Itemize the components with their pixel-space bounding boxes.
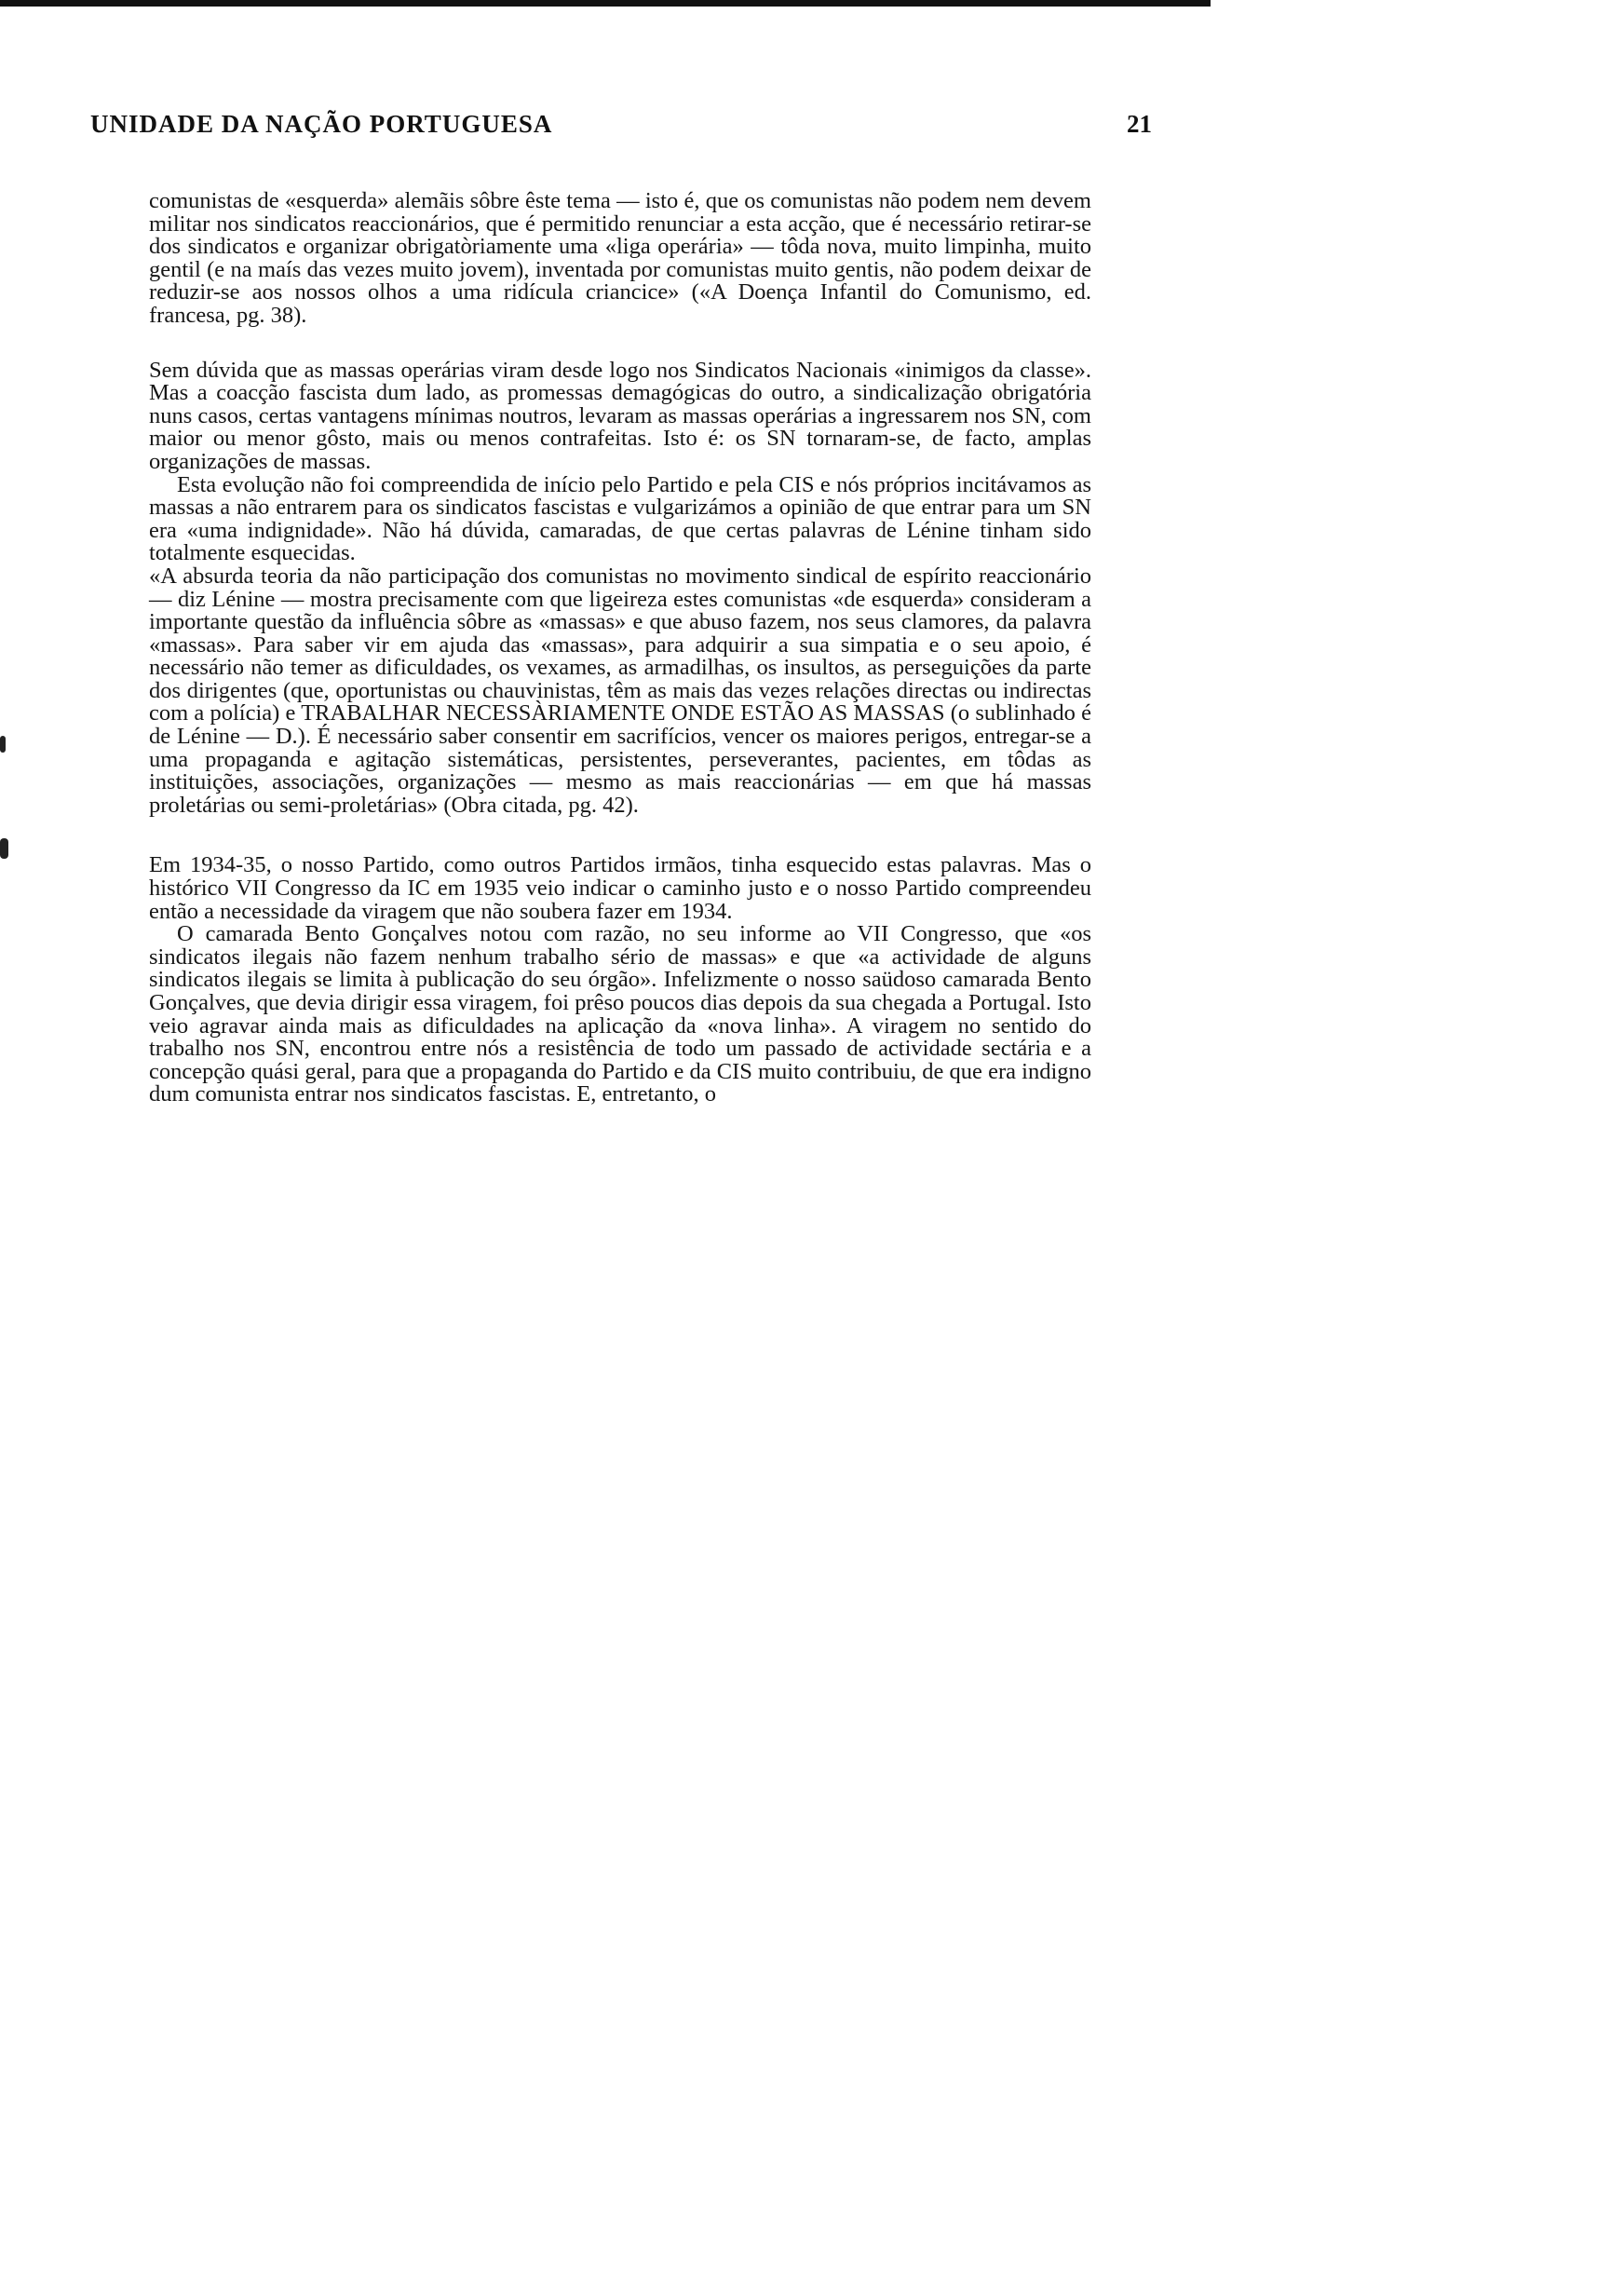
scan-speck-mark — [0, 838, 8, 859]
block-quote: «A absurda teoria da não participação dos comunistas no movimento sindical de espírito reaccionário — diz Lénine — mostra precisamente com que ligeireza estes comunistas «de esquerda» consideram a importante questão da influência sôbre as «massas» e que abuso fazem, nos seus clamores, da palavra «massas». Para saber vir em ajuda das «massas», para adquirir a sua simpatia e o seu apoio, é necessário não temer as dificuldades, os vexames, as armadilhas, os insultos, as perseguições da parte dos dirigentes (que, oportunistas ou chauvinistas, têm as mais das vezes relações directas ou indirectas com a polícia) e TRABALHAR NECESSÀRIAMENTE ONDE ESTÃO AS MASSAS (o sublinhado é de Lénine — D.). É necessário saber consentir em sacrifícios, vencer os maiores perigos, entregar-se a uma propaganda e agitação sistemáticas, persistentes, perseverantes, pacientes, em tôdas as instituições, associações, organizações — mesmo as mais reaccionárias — em que há massas proletárias ou semi-proletárias» (Obra citada, pg. 42). — [149, 563, 1091, 818]
running-head — [90, 110, 1152, 147]
page-body — [149, 190, 1091, 1107]
paragraph-1: Sem dúvida que as massas operárias viram desde logo nos Sindicatos Nacionais «inimigos da classe». Mas a coacção fascista dum lado, as promessas demagógicas do outro, a sindicalização obrigatória nuns casos, certas vantagens mínimas noutros, levaram as massas operárias a ingressarem nos SN, com maior ou menor gôsto, mais ou menos contrafeitas. Isto é: os SN tornaram-se, de facto, amplas organizações de massas. — [149, 357, 1091, 474]
scan-speck-mark — [0, 736, 6, 753]
quote-continuation: comunistas de «esquerda» alemãis sôbre êste tema — isto é, que os comunistas não podem nem devem militar nos sindicatos reaccionários, que é permitido renunciar a esta acção, que é necessário retirar-se dos sindicatos e organizar obrigatòriamente uma «liga operária» — tôda nova, muito limpinha, muito gentil (e na maís das vezes muito jovem), inventada por comunistas muito gentis, não podem deixar de reduzir-se aos nossos olhos a uma ridícula criancice» («A Doença Infantil do Comunismo, ed. francesa, pg. 38). — [149, 188, 1091, 328]
paragraph-2: Esta evolução não foi compreendida de início pelo Partido e pela CIS e nós próprios incitávamos as massas a não entrarem para os sindicatos fascistas e vulgarizámos a opinião de que entrar para um SN era «uma indignidade». Não há dúvida, camaradas, de que certas palavras de Lénine tinham sido totalmente esquecidas. — [149, 471, 1091, 566]
page-number: 21 — [1127, 110, 1152, 138]
scan-top-border — [0, 0, 1211, 7]
paragraph-3: Em 1934-35, o nosso Partido, como outros Partidos irmãos, tinha esquecido estas palavras. Mas o histórico VII Congresso da IC em 1935 veio indicar o caminho justo e o nosso Partido compreendeu então a necessidade da viragem que não soubera fazer em 1934. — [149, 852, 1091, 924]
running-title: UNIDADE DA NAÇÃO PORTUGUESA — [90, 110, 553, 138]
paragraph-4: O camarada Bento Gonçalves notou com razão, no seu informe ao VII Congresso, que «os sindicatos ilegais não fazem nenhum trabalho sério de massas» e que «a actividade de alguns sindicatos ilegais se limita à publicação do seu órgão». Infelizmente o nosso saüdoso camarada Bento Gonçalves, que devia dirigir essa viragem, foi prêso poucos dias depois da sua chegada a Portugal. Isto veio agravar ainda mais as dificuldades na aplicação da «nova linha». A viragem no sentido do trabalho nos SN, encontrou entre nós a resistência de todo um passado de actividade sectária e a concepção quási geral, para que a propaganda do Partido e da CIS muito contribuiu, de que era indigno dum comunista entrar nos sindicatos fascistas. E, entretanto, o — [149, 921, 1091, 1107]
